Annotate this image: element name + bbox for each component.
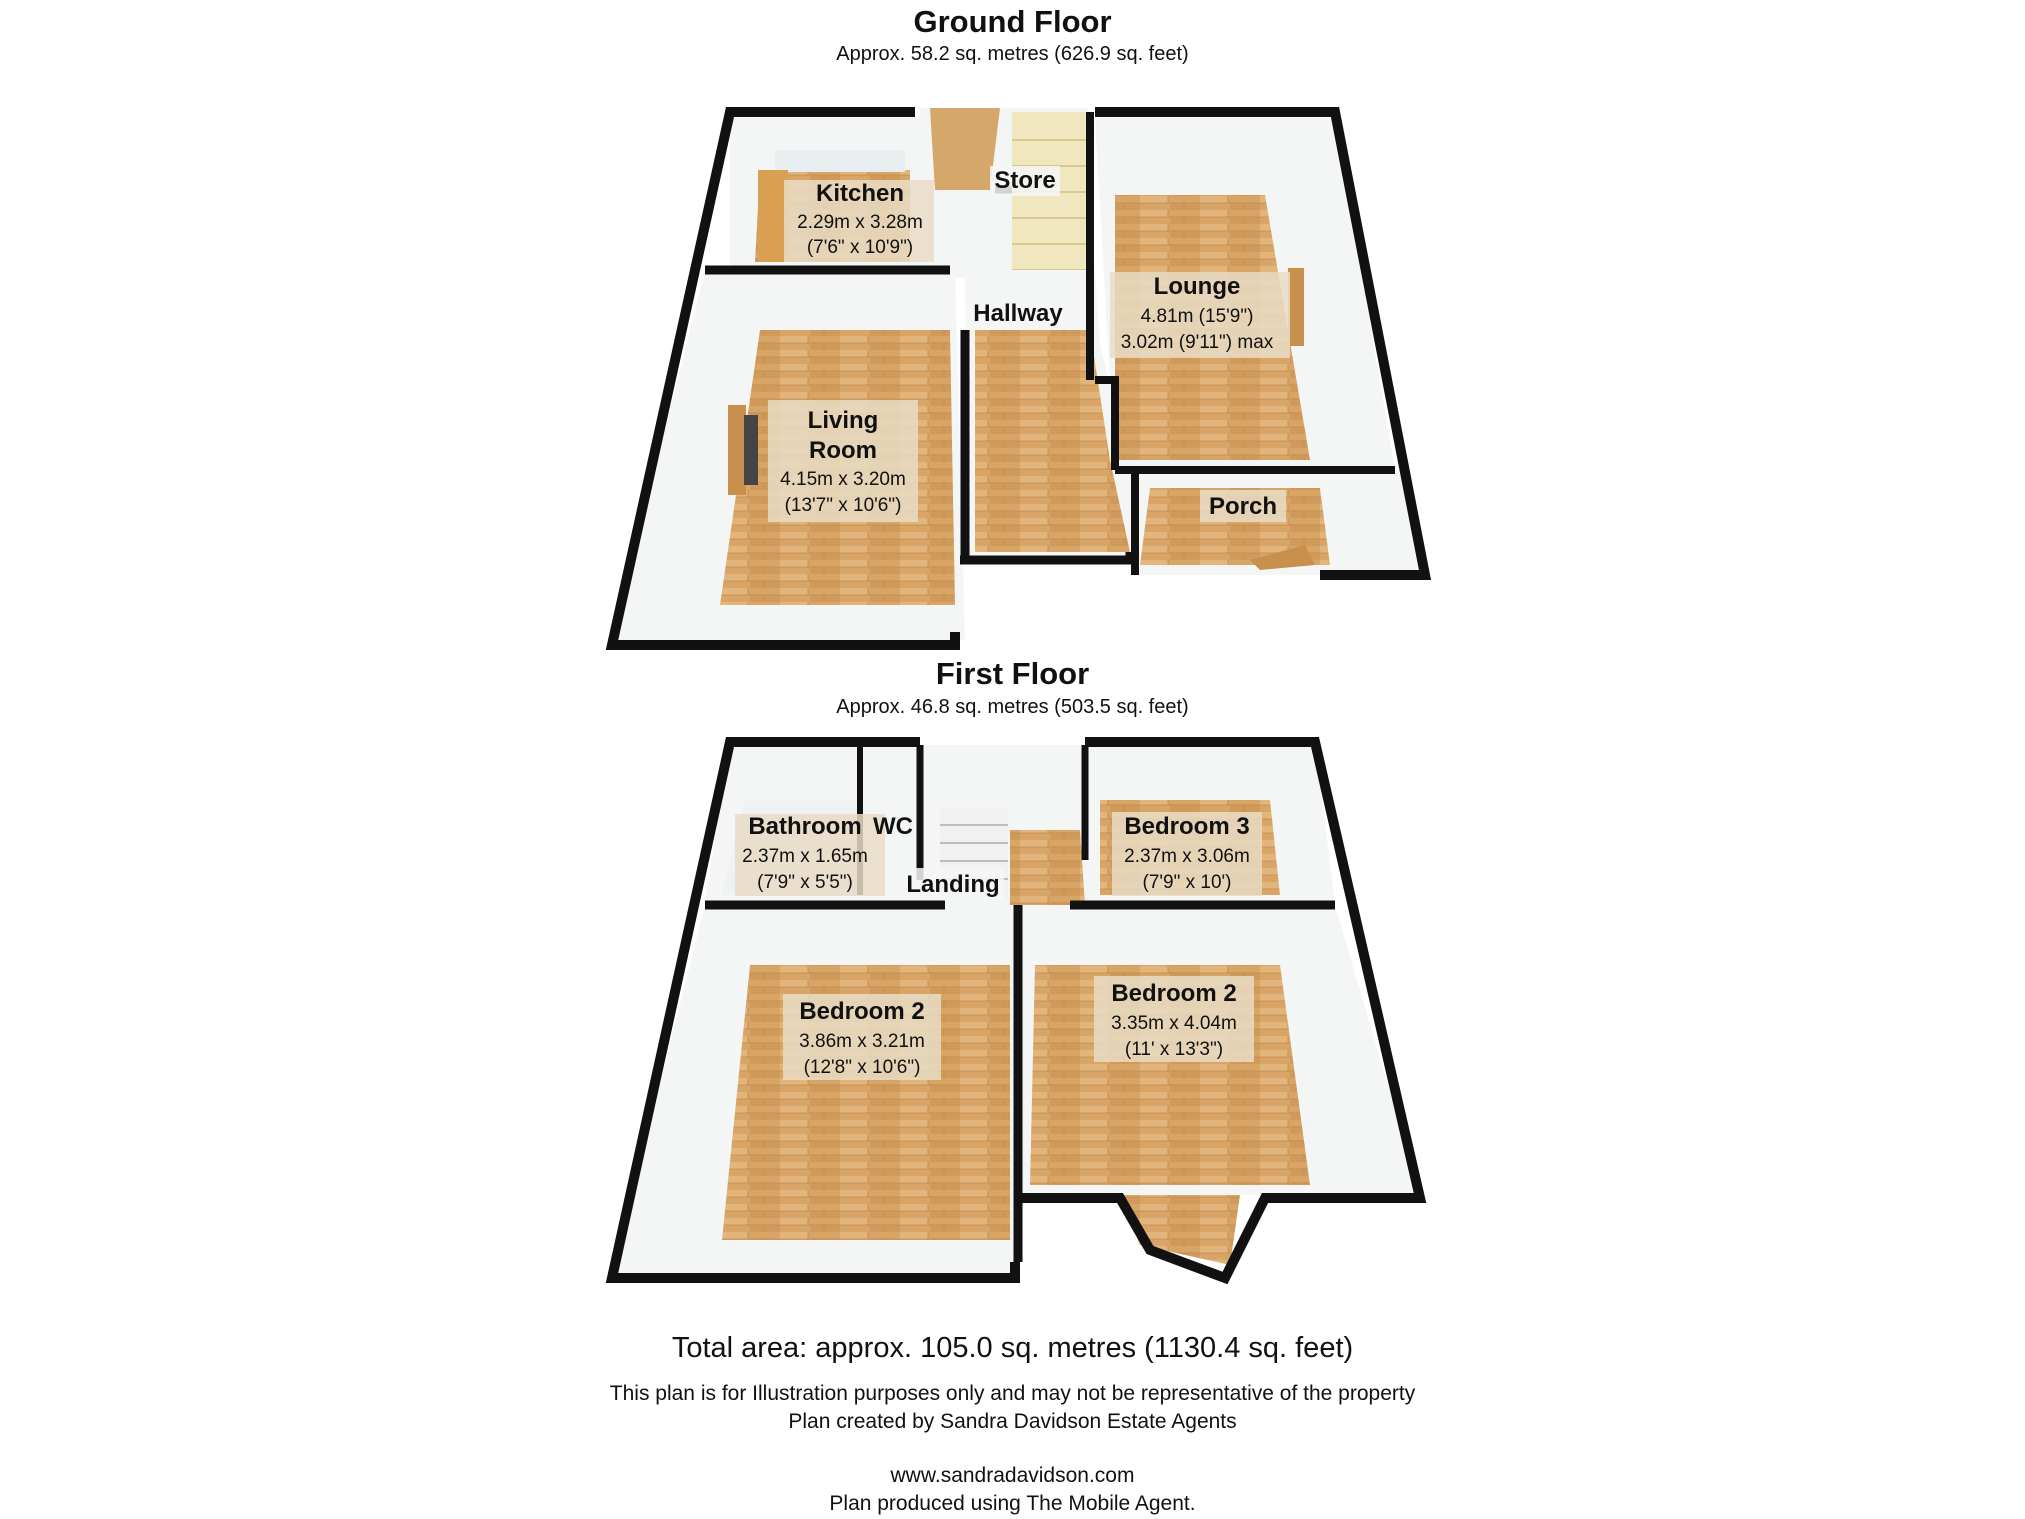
plan-credit: Plan created by Sandra Davidson Estate Agents [788,1410,1237,1433]
living-room-label-2: Room [809,437,877,464]
bathroom-dim-m: 2.37m x 1.65m [742,846,868,867]
bedroom-2-left-label: Bedroom 2 [799,998,925,1025]
ground-floor-title: Ground Floor [913,4,1112,39]
living-room-dim-m: 4.15m x 3.20m [780,469,906,490]
ground-floor-area: Approx. 58.2 sq. metres (626.9 sq. feet) [836,43,1189,65]
kitchen-label: Kitchen [815,180,905,207]
website-link[interactable]: www.sandradavidson.com [890,1464,1135,1487]
kitchen-dim-ft: (7'6" x 10'9") [806,237,914,258]
living-room-dim-ft: (13'7" x 10'6") [784,495,902,516]
kitchen-dim-m: 2.29m x 3.28m [797,212,923,233]
bedroom-2-right-dim-m: 3.35m x 4.04m [1111,1013,1237,1034]
hallway-label: Hallway [973,300,1063,327]
store-label: Store [994,167,1056,194]
first-floor-area: Approx. 46.8 sq. metres (503.5 sq. feet) [836,696,1189,718]
bedroom-3-dim-m: 2.37m x 3.06m [1124,846,1250,867]
first-floor-title: First Floor [935,656,1090,691]
living-room-label-1: Living [807,407,879,434]
wc-label: WC [873,813,913,840]
bedroom-2-right-dim-ft: (11' x 13'3") [1124,1039,1224,1060]
produced-by: Plan produced using The Mobile Agent. [829,1492,1196,1515]
porch-room [1135,470,1430,575]
lounge-label: Lounge [1153,273,1241,300]
lounge-dim-ft: 3.02m (9'11") max [1120,332,1274,353]
porch-label: Porch [1208,493,1278,520]
bathroom-label: Bathroom [748,813,862,840]
bathroom-dim-ft: (7'9" x 5'5") [757,872,853,893]
landing-label: Landing [906,871,1000,898]
first-floor-plan [612,742,1420,1278]
lounge-dim-m: 4.81m (15'9") [1140,306,1254,327]
bedroom-3-dim-ft: (7'9" x 10') [1142,872,1232,893]
bedroom-2-left-room [612,905,1015,1275]
bedroom-3-label: Bedroom 3 [1124,813,1250,840]
bedroom-2-left-dim-ft: (12'8" x 10'6") [803,1057,921,1078]
bedroom-2-left-dim-m: 3.86m x 3.21m [799,1031,925,1052]
disclaimer: This plan is for Illustration purposes only and may not be representative of the property [609,1382,1416,1405]
total-area: Total area: approx. 105.0 sq. metres (1130.4 sq. feet) [671,1332,1354,1364]
bedroom-2-right-label: Bedroom 2 [1111,980,1237,1007]
